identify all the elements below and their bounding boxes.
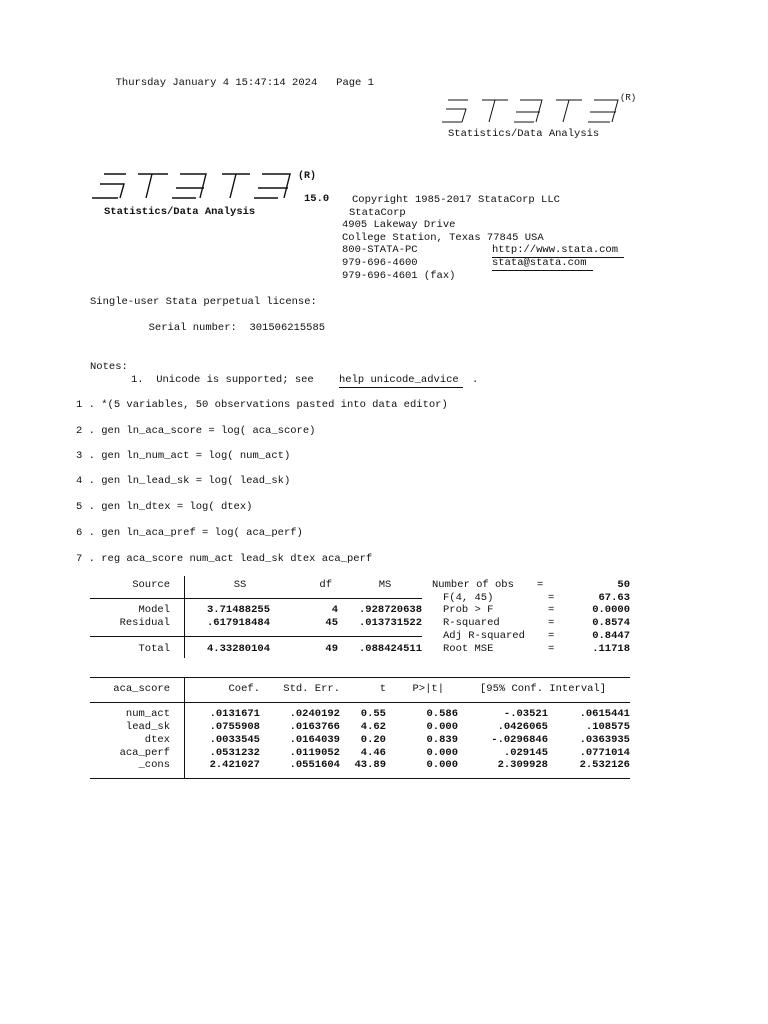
coef-rule-bottom (90, 778, 630, 779)
notes-item: 1. Unicode is supported; see (131, 374, 314, 386)
banner-address1: 4905 Lakeway Drive (342, 219, 456, 231)
command-number: 2 (76, 425, 83, 437)
anova-residual-ss: .617918484 (206, 617, 270, 629)
banner-phone1: 800-STATA-PC (342, 244, 418, 256)
stat-label: Root MSE (443, 643, 494, 655)
stat-value: 0.0000 (592, 604, 630, 616)
coef-var: _cons (138, 759, 170, 771)
command-text: . gen ln_dtex = log( dtex) (88, 501, 253, 513)
stata-logo-top (432, 93, 637, 130)
coef-header-t: t (379, 683, 386, 695)
serial-label: Serial number: (148, 322, 237, 334)
coef-header-coef: Coef. (228, 683, 260, 695)
stat-eq: = (548, 643, 555, 655)
coef-rule-top (90, 677, 630, 678)
anova-rule-top (90, 598, 422, 599)
coef-ci-low: 2.309928 (497, 759, 548, 771)
coef-ci-low: -.03521 (503, 708, 548, 720)
coef-var: dtex (144, 734, 170, 746)
coef-ci-high: .108575 (585, 721, 630, 733)
anova-total-ms: .088424511 (358, 643, 422, 655)
coef-var: lead_sk (125, 721, 170, 733)
serial-number: 301506215585 (249, 322, 326, 334)
command-line (76, 399, 448, 412)
coef-p: 0.000 (426, 759, 458, 771)
stat-eq: = (537, 579, 544, 591)
command-text: . gen ln_lead_sk = log( lead_sk) (88, 475, 291, 487)
coef-p: 0.586 (426, 708, 458, 720)
coef-ci-high: .0363935 (579, 734, 630, 746)
coef-var: aca_perf (119, 747, 170, 759)
coef-t: 0.20 (360, 734, 386, 746)
notes-end: . (472, 374, 479, 386)
coef-header-p: P>|t| (412, 683, 444, 695)
command-number: 3 (76, 450, 83, 462)
top-logo-tagline: Statistics/Data Analysis (448, 128, 600, 140)
stat-label: Prob > F (443, 604, 494, 616)
banner-email-link[interactable]: stata@stata.com (492, 257, 593, 271)
command-text: . gen ln_aca_pref = log( aca_perf) (88, 527, 303, 539)
stat-label: Adj R-squared (443, 630, 525, 642)
coef-se: .0163766 (289, 721, 340, 733)
coef-se: .0240192 (289, 708, 340, 720)
anova-rule-mid (90, 636, 422, 637)
coef-p: 0.000 (426, 747, 458, 759)
banner-phone2: 979-696-4600 (342, 257, 418, 269)
top-logo-registered: (R) (620, 93, 637, 103)
anova-model-df: 4 (331, 604, 338, 616)
banner-tagline: Statistics/Data Analysis (104, 206, 256, 218)
coef-coef: .0131671 (209, 708, 260, 720)
coef-t: 0.55 (360, 708, 386, 720)
command-line (76, 553, 372, 566)
coef-t: 4.46 (360, 747, 386, 759)
command-text: . gen ln_aca_score = log( aca_score) (88, 425, 316, 437)
notes-title: Notes: (90, 361, 128, 373)
anova-residual-ms: .013731522 (358, 617, 422, 629)
stat-eq: = (548, 592, 555, 604)
anova-header-source: Source (132, 579, 170, 591)
stat-eq: = (548, 604, 555, 616)
coef-p: 0.839 (426, 734, 458, 746)
coef-t: 4.62 (360, 721, 386, 733)
banner-version: 15.0 (304, 193, 330, 205)
stat-label: R-squared (443, 617, 500, 629)
license-serial (136, 309, 325, 335)
coef-coef: .0755908 (209, 721, 260, 733)
command-line (76, 501, 252, 514)
stat-label: F(4, 45) (443, 592, 494, 604)
command-text: . reg aca_score num_act lead_sk dtex aca_perf (88, 553, 373, 565)
command-text: . gen ln_num_act = log( num_act) (88, 450, 291, 462)
command-number: 5 (76, 501, 83, 513)
coef-ci-low: .0426065 (497, 721, 548, 733)
command-number: 7 (76, 553, 83, 565)
command-number: 1 (76, 399, 83, 411)
license-line: Single-user Stata perpetual license: (90, 296, 317, 308)
stata-logo-banner (88, 168, 318, 206)
command-line (76, 425, 315, 438)
anova-model-source: Model (138, 604, 170, 616)
anova-header-ss: SS (233, 579, 247, 591)
stat-value: .11718 (592, 643, 630, 655)
anova-total-ss: 4.33280104 (206, 643, 270, 655)
coef-ci-high: .0771014 (579, 747, 630, 759)
header-page: Page 1 (336, 77, 374, 89)
coef-coef: 2.421027 (209, 759, 260, 771)
stat-eq: = (548, 617, 555, 629)
command-number: 4 (76, 475, 83, 487)
coef-ci-high: 2.532126 (579, 759, 630, 771)
coef-p: 0.000 (426, 721, 458, 733)
banner-url-link[interactable]: http://www.stata.com (492, 244, 624, 258)
anova-header-ms: MS (378, 579, 392, 591)
command-line (76, 475, 290, 488)
coef-coef: .0033545 (209, 734, 260, 746)
coef-rule-mid (90, 702, 630, 703)
stat-value: 50 (617, 579, 630, 591)
coef-se: .0119052 (289, 747, 340, 759)
anova-model-ss: 3.71488255 (206, 604, 270, 616)
coef-ci-low: -.0296846 (491, 734, 548, 746)
coef-ci-low: .029145 (503, 747, 548, 759)
banner-address2: College Station, Texas 77845 USA (342, 232, 544, 244)
command-line (76, 450, 290, 463)
anova-residual-source: Residual (119, 617, 170, 629)
anova-header-df: df (319, 579, 332, 591)
banner-registered: (R) (298, 171, 317, 182)
anova-residual-df: 45 (325, 617, 338, 629)
command-text: . *(5 variables, 50 observations pasted into data editor) (88, 399, 448, 411)
unicode-help-link[interactable]: help unicode_advice (339, 374, 463, 388)
page-header (103, 64, 374, 90)
stat-value: 0.8447 (592, 630, 630, 642)
coef-t: 43.89 (354, 759, 386, 771)
header-timestamp: Thursday January 4 15:47:14 2024 (115, 77, 318, 89)
banner-fax: 979-696-4601 (fax) (342, 270, 456, 282)
command-number: 6 (76, 527, 83, 539)
banner-company: StataCorp (349, 207, 406, 219)
stat-value: 0.8574 (592, 617, 630, 629)
command-line (76, 527, 303, 540)
coef-se: .0551604 (289, 759, 340, 771)
banner-copyright: Copyright 1985-2017 StataCorp LLC (352, 194, 560, 206)
coef-divider (184, 677, 185, 779)
coef-header-se: Std. Err. (283, 683, 340, 695)
coef-var: num_act (125, 708, 170, 720)
anova-model-ms: .928720638 (358, 604, 422, 616)
coef-coef: .0531232 (209, 747, 260, 759)
anova-total-df: 49 (325, 643, 338, 655)
stat-eq: = (548, 630, 555, 642)
stat-value: 67.63 (598, 592, 630, 604)
coef-depvar: aca_score (113, 683, 170, 695)
coef-ci-high: .0615441 (579, 708, 630, 720)
coef-se: .0164039 (289, 734, 340, 746)
anova-divider (184, 576, 185, 658)
stat-label: Number of obs (432, 579, 514, 591)
anova-total-source: Total (138, 643, 170, 655)
coef-header-ci: [95% Conf. Interval] (480, 683, 607, 695)
